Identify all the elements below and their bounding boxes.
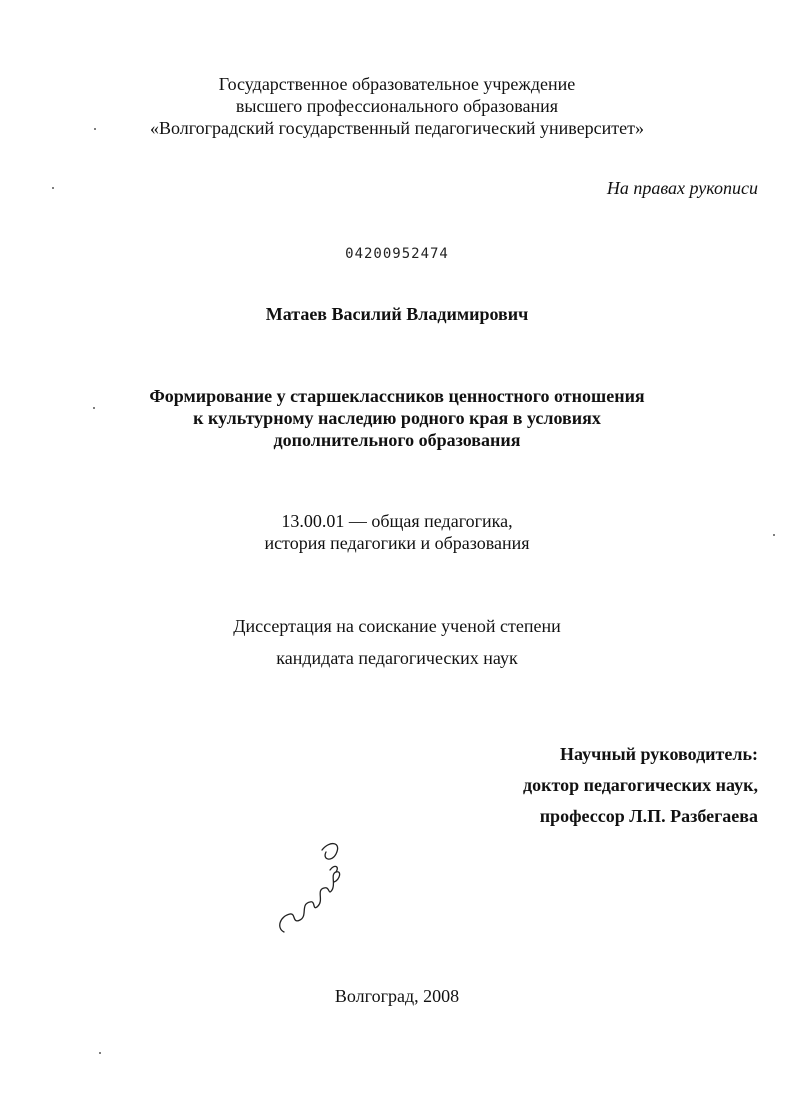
title-line-2: к культурному наследию родного края в условиях: [193, 408, 601, 428]
supervisor-name: профессор Л.П. Разбегаева: [539, 806, 758, 826]
scan-speck: [52, 187, 54, 189]
scan-speck: [94, 128, 96, 130]
rights-note: На правах рукописи: [606, 178, 758, 198]
supervisor-heading: Научный руководитель:: [560, 744, 758, 764]
title-line-1: Формирование у старшеклассников ценностного отношения: [149, 386, 645, 406]
specialty-line-1: 13.00.01 — общая педагогика,: [281, 511, 513, 531]
author-name: Матаев Василий Владимирович: [265, 304, 529, 324]
scan-speck: [773, 534, 775, 536]
institution-line-3: «Волгоградский государственный педагогический университет»: [149, 118, 645, 138]
handwritten-signature: [270, 830, 350, 940]
title-line-3: дополнительного образования: [273, 430, 521, 450]
specialty-line-2: история педагогики и образования: [264, 533, 530, 553]
institution-line-2: высшего профессионального образования: [235, 96, 559, 116]
degree-line-2: кандидата педагогических наук: [276, 648, 518, 668]
city-year: Волгоград, 2008: [334, 986, 460, 1006]
institution-line-1: Государственное образовательное учреждение: [218, 74, 576, 94]
scan-speck: [99, 1052, 101, 1054]
catalog-number: 04200952474: [345, 246, 449, 262]
scan-speck: [93, 407, 95, 409]
supervisor-rank: доктор педагогических наук,: [522, 775, 758, 795]
degree-line-1: Диссертация на соискание ученой степени: [233, 616, 561, 636]
